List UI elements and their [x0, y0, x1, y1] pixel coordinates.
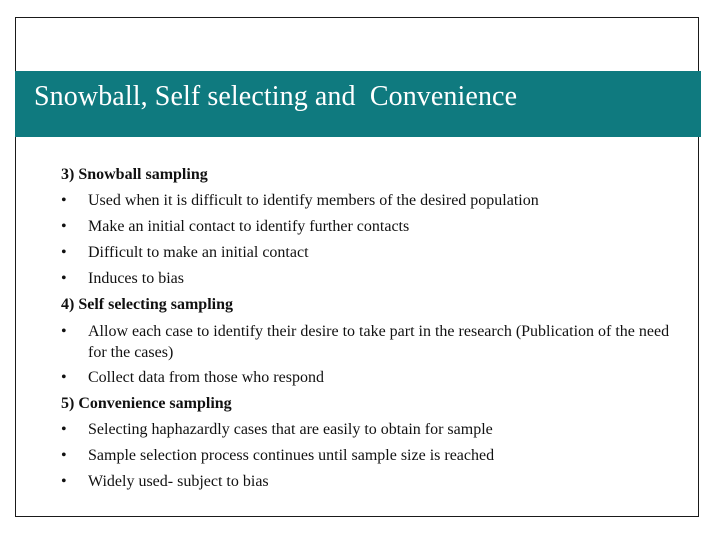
- bullet-icon: •: [61, 218, 67, 235]
- bullet-text: Selecting haphazardly cases that are easily to obtain for sample: [88, 421, 493, 438]
- bullet-text: Allow each case to identify their desire to take part in the research (Publication of the need for the cases): [88, 322, 670, 361]
- bullet-icon: •: [61, 270, 67, 287]
- list-item: [61, 214, 681, 240]
- list-item: [61, 365, 681, 391]
- bullet-icon: •: [61, 473, 67, 490]
- bullet-icon: •: [61, 322, 67, 340]
- bullet-icon: •: [61, 447, 67, 464]
- list-item: [61, 469, 681, 495]
- bullet-icon: •: [61, 192, 67, 209]
- bullet-icon: •: [61, 244, 67, 261]
- title-bar: [15, 71, 701, 137]
- list-item: [61, 240, 681, 266]
- list-item: [61, 443, 681, 469]
- section-heading-snowball: 3) Snowball sampling: [61, 166, 208, 183]
- list-item: [61, 188, 681, 214]
- slide-content: [61, 162, 681, 495]
- bullet-text: Widely used- subject to bias: [88, 473, 269, 490]
- slide-title: Snowball, Self selecting and Convenience: [34, 81, 518, 112]
- section-heading-convenience: 5) Convenience sampling: [61, 395, 232, 412]
- bullet-text: Difficult to make an initial contact: [88, 244, 309, 261]
- bullet-text: Make an initial contact to identify further contacts: [88, 218, 410, 235]
- bullet-icon: •: [61, 369, 67, 386]
- list-item: [61, 318, 681, 365]
- bullet-text: Induces to bias: [88, 270, 184, 287]
- bullet-icon: •: [61, 421, 67, 438]
- bullet-text: Used when it is difficult to identify members of the desired population: [88, 192, 539, 209]
- list-item: [61, 417, 681, 443]
- section-heading-self-selecting: 4) Self selecting sampling: [61, 296, 233, 313]
- bullet-text: Collect data from those who respond: [88, 369, 324, 386]
- list-item: [61, 266, 681, 292]
- bullet-text: Sample selection process continues until sample size is reached: [88, 447, 495, 464]
